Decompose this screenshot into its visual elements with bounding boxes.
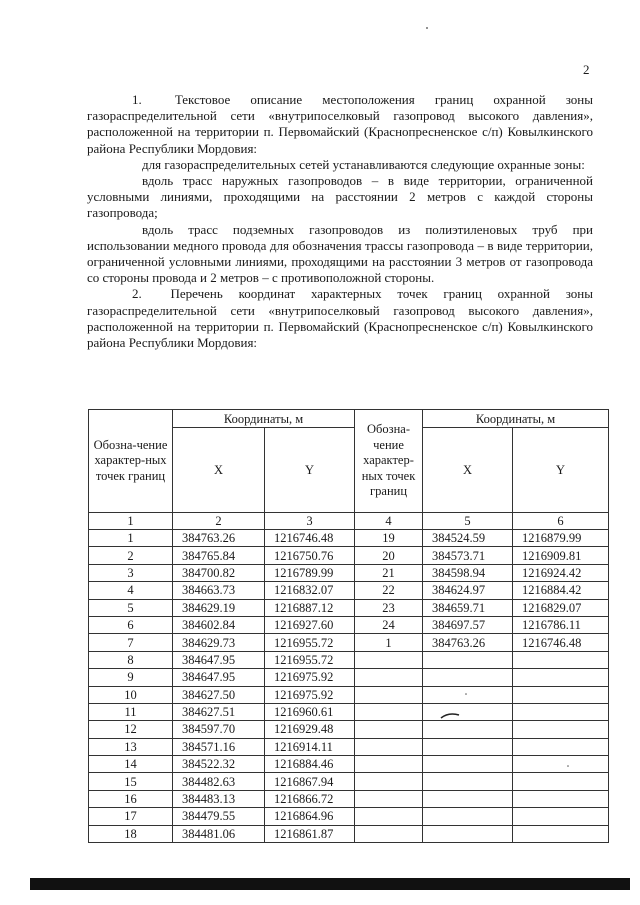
x-coordinate: 384765.84 bbox=[173, 547, 265, 564]
x-header-left: X bbox=[173, 428, 265, 513]
x-coordinate: 384571.16 bbox=[173, 738, 265, 755]
scan-dot bbox=[426, 27, 428, 29]
x-coordinate: 384763.26 bbox=[173, 530, 265, 547]
point-number: 6 bbox=[89, 616, 173, 633]
point-number: 8 bbox=[89, 651, 173, 668]
x-coordinate: 384524.59 bbox=[423, 530, 513, 547]
point-number: 10 bbox=[89, 686, 173, 703]
x-coordinate: 384597.70 bbox=[173, 721, 265, 738]
point-number: 16 bbox=[89, 790, 173, 807]
y-coordinate: 1216975.92 bbox=[265, 669, 355, 686]
point-number: 15 bbox=[89, 773, 173, 790]
point-number: 20 bbox=[355, 547, 423, 564]
page-number: 2 bbox=[583, 62, 590, 77]
x-coordinate: 384697.57 bbox=[423, 616, 513, 633]
y-coordinate: 1216750.76 bbox=[265, 547, 355, 564]
y-header-left: Y bbox=[265, 428, 355, 513]
column-number: 1 bbox=[89, 513, 173, 530]
y-coordinate: 1216884.42 bbox=[513, 582, 609, 599]
y-coordinate: 1216960.61 bbox=[265, 703, 355, 720]
point-number: 14 bbox=[89, 756, 173, 773]
x-coordinate: 384647.95 bbox=[173, 651, 265, 668]
y-coordinate: 1216789.99 bbox=[265, 564, 355, 581]
point-label-header-right: Обозна-чение характер-ных точек границ bbox=[355, 410, 423, 513]
y-coordinate: 1216864.96 bbox=[265, 808, 355, 825]
pen-stroke-mark bbox=[441, 714, 459, 718]
point-number: 23 bbox=[355, 599, 423, 616]
x-coordinate: 384481.06 bbox=[173, 825, 265, 842]
column-number: 3 bbox=[265, 513, 355, 530]
paragraph-4: вдоль трасс подземных газопроводов из полиэтиленовых труб при использовании медного провода для обозначения трассы газопровода – в виде территории, ограниченной условными линиями, проходящими на расстоянии 3 метров от газопровода со стороны провода и 2 метров – с противоположной стороны. bbox=[87, 221, 593, 286]
point-number: 2 bbox=[89, 547, 173, 564]
x-coordinate: 384627.50 bbox=[173, 686, 265, 703]
y-coordinate: 1216832.07 bbox=[265, 582, 355, 599]
x-coordinate: 384602.84 bbox=[173, 616, 265, 633]
y-header-right: Y bbox=[513, 428, 609, 513]
point-number: 9 bbox=[89, 669, 173, 686]
y-coordinate: 1216975.92 bbox=[265, 686, 355, 703]
point-number: 24 bbox=[355, 616, 423, 633]
y-coordinate: 1216746.48 bbox=[513, 634, 609, 651]
column-number: 6 bbox=[513, 513, 609, 530]
y-coordinate: 1216929.48 bbox=[265, 721, 355, 738]
point-number: 1 bbox=[355, 634, 423, 651]
point-number: 1 bbox=[89, 530, 173, 547]
x-coordinate: 384598.94 bbox=[423, 564, 513, 581]
x-coordinate: 384629.19 bbox=[173, 599, 265, 616]
x-coordinate: 384482.63 bbox=[173, 773, 265, 790]
y-coordinate: 1216927.60 bbox=[265, 616, 355, 633]
coords-header-right: Координаты, м bbox=[423, 410, 609, 428]
scan-edge-bar bbox=[30, 878, 630, 890]
point-number: 4 bbox=[89, 582, 173, 599]
point-number: 18 bbox=[89, 825, 173, 842]
paragraph-3: вдоль трасс наружных газопроводов – в виде территории, ограниченной условными линиями, проходящими на расстоянии 2 метров с каждой стороны газопровода; bbox=[87, 173, 593, 221]
y-coordinate: 1216914.11 bbox=[265, 738, 355, 755]
x-coordinate: 384647.95 bbox=[173, 669, 265, 686]
point-number: 3 bbox=[89, 564, 173, 581]
column-number: 2 bbox=[173, 513, 265, 530]
point-number: 19 bbox=[355, 530, 423, 547]
x-coordinate: 384663.73 bbox=[173, 582, 265, 599]
y-coordinate: 1216879.99 bbox=[513, 530, 609, 547]
x-coordinate: 384483.13 bbox=[173, 790, 265, 807]
y-coordinate: 1216861.87 bbox=[265, 825, 355, 842]
point-number: 22 bbox=[355, 582, 423, 599]
scan-dot bbox=[465, 693, 467, 695]
x-coordinate: 384763.26 bbox=[423, 634, 513, 651]
paragraph-1: 1. Текстовое описание местоположения границ охранной зоны газораспределительной сети «внутрипоселковый газопровод высокого давления», расположенной на территории п. Первомайский (Краснопресненское с/п) Ковылкинского района Республики Мордовия: bbox=[87, 92, 593, 156]
point-number: 7 bbox=[89, 634, 173, 651]
y-coordinate: 1216924.42 bbox=[513, 564, 609, 581]
point-label-header-left: Обозна-чение характер-ных точек границ bbox=[89, 410, 173, 513]
point-number: 13 bbox=[89, 738, 173, 755]
x-coordinate: 384659.71 bbox=[423, 599, 513, 616]
y-coordinate: 1216955.72 bbox=[265, 651, 355, 668]
y-coordinate: 1216955.72 bbox=[265, 634, 355, 651]
point-number: 5 bbox=[89, 599, 173, 616]
y-coordinate: 1216746.48 bbox=[265, 530, 355, 547]
y-coordinate: 1216867.94 bbox=[265, 773, 355, 790]
y-coordinate: 1216887.12 bbox=[265, 599, 355, 616]
point-number: 12 bbox=[89, 721, 173, 738]
x-header-right: X bbox=[423, 428, 513, 513]
column-number: 5 bbox=[423, 513, 513, 530]
y-coordinate: 1216866.72 bbox=[265, 790, 355, 807]
column-number: 4 bbox=[355, 513, 423, 530]
x-coordinate: 384479.55 bbox=[173, 808, 265, 825]
y-coordinate: 1216829.07 bbox=[513, 599, 609, 616]
x-coordinate: 384522.32 bbox=[173, 756, 265, 773]
coords-header-left: Координаты, м bbox=[173, 410, 355, 428]
paragraph-2: для газораспределительных сетей устанавливаются следующие охранные зоны: bbox=[142, 156, 585, 172]
x-coordinate: 384700.82 bbox=[173, 564, 265, 581]
y-coordinate: 1216786.11 bbox=[513, 616, 609, 633]
x-coordinate: 384627.51 bbox=[173, 703, 265, 720]
x-coordinate: 384624.97 bbox=[423, 582, 513, 599]
x-coordinate: 384573.71 bbox=[423, 547, 513, 564]
y-coordinate: 1216884.46 bbox=[265, 756, 355, 773]
y-coordinate: 1216909.81 bbox=[513, 547, 609, 564]
point-number: 11 bbox=[89, 703, 173, 720]
scan-dot bbox=[567, 765, 569, 767]
point-number: 17 bbox=[89, 808, 173, 825]
x-coordinate: 384629.73 bbox=[173, 634, 265, 651]
paragraph-5: 2. Перечень координат характерных точек границ охранной зоны газораспределительной сети «внутрипоселковый газопровод высокого давления», расположенной на территории п. Первомайский (Краснопресненское с/п) Ковылкинского района Республики Мордовия: bbox=[87, 286, 593, 351]
point-number: 21 bbox=[355, 564, 423, 581]
